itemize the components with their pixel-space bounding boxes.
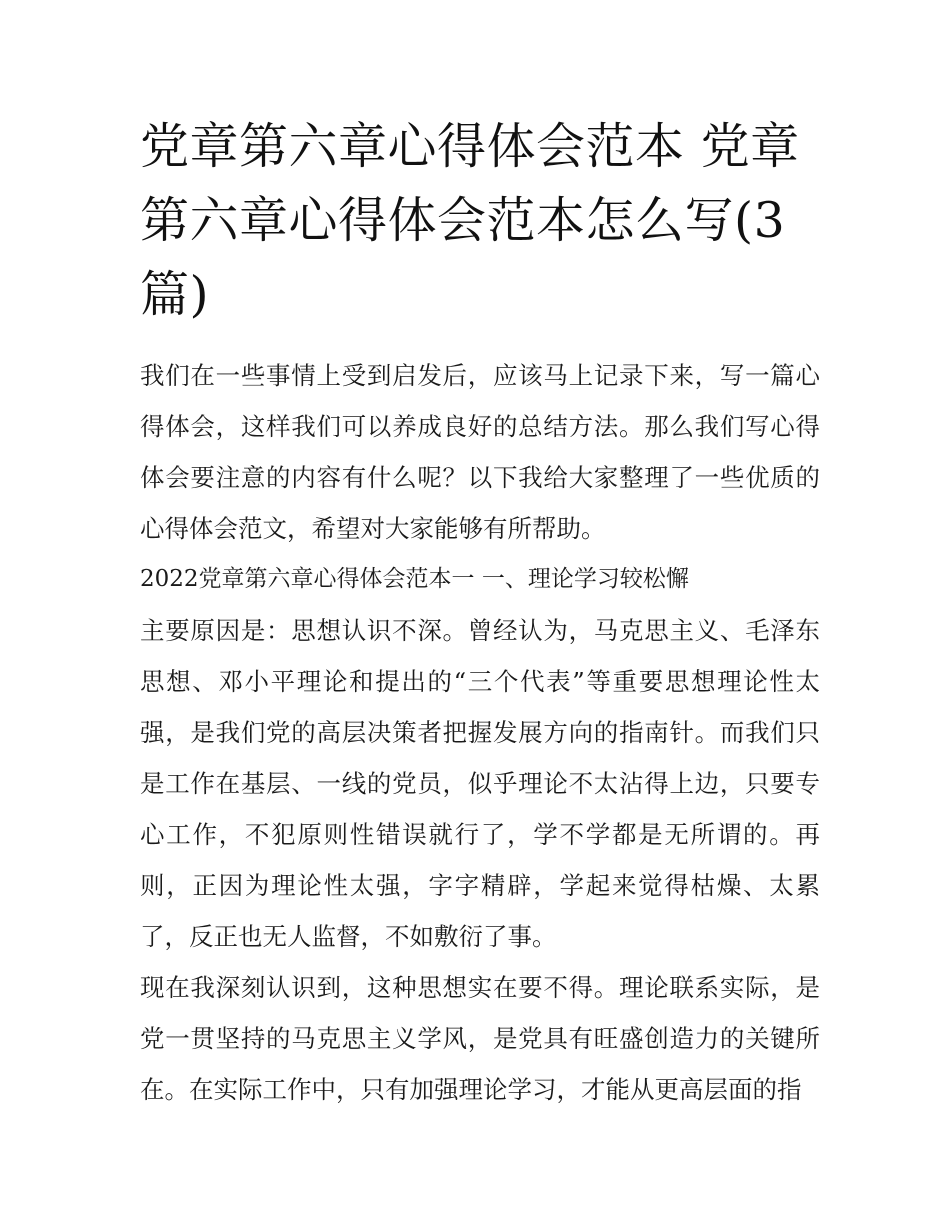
body-paragraph-2: 现在我深刻认识到，这种思想实在要不得。理论联系实际，是党一贯坚持的马克思主义学风，是党具有旺盛创造力的关键所在。在实际工作中，只有加强理论学习，才能从更高层面的指 xyxy=(140,973,820,1104)
intro-paragraph: 我们在一些事情上受到启发后，应该马上记录下来，写一篇心得体会，这样我们可以养成良好的总结方法。那么我们写心得体会要注意的内容有什么呢？以下我给大家整理了一些优质的心得体会范文，希望对大家能够有所帮助。 xyxy=(140,361,820,543)
body-paragraph-1: 主要原因是：思想认识不深。曾经认为，马克思主义、毛泽东思想、邓小平理论和提出的“三个代表”等重要思想理论性太强，是我们党的高层决策者把握发展方向的指南针。而我们只是工作在基层、一线的党员，似乎理论不太沾得上边，只要专心工作，不犯原则性错误就行了，学不学都是无所谓的。再则，正因为理论性太强，字字精辟，学起来觉得枯燥、太累了，反正也无人监督，不如敷衍了事。 xyxy=(140,616,820,951)
section-heading: 2022党章第六章心得体会范本一 一、理论学习较松懈 xyxy=(140,566,689,592)
document-page xyxy=(140,110,820,1115)
document-title: 党章第六章心得体会范本 党章第六章心得体会范本怎么写(3篇) xyxy=(140,118,800,323)
